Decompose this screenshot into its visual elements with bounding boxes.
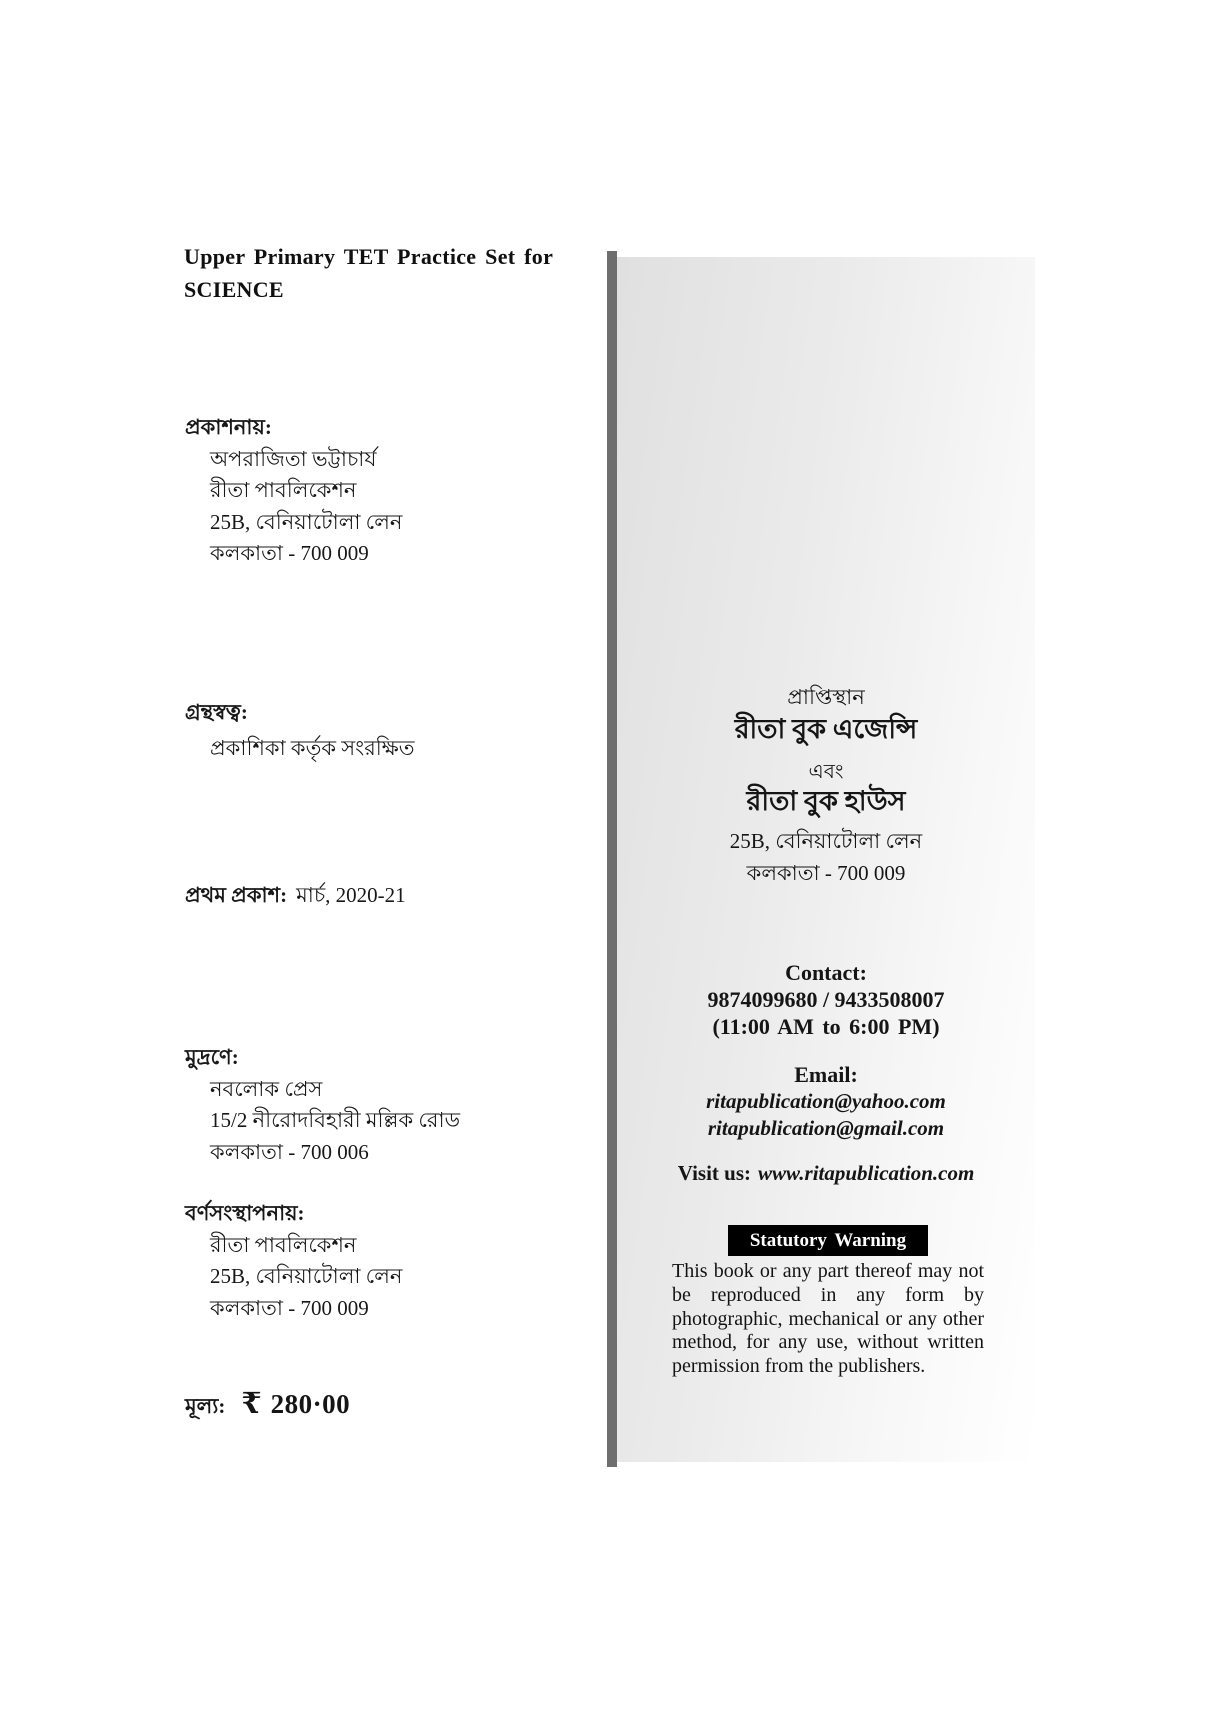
printer-heading: মুদ্রণে: [185,1045,239,1069]
visit-us-label: Visit us: [677,1161,752,1185]
website-url: www.ritapublication.com [758,1161,975,1185]
panel-left-bar [607,251,617,1467]
first-publication-label: প্রথম প্রকাশ: [185,883,288,907]
publisher-name: অপরাজিতা ভট্টাচার্য [210,446,377,471]
contact-hours: (11:00 AM to 6:00 PM) [712,1014,940,1039]
visit-us-line [617,1161,1035,1186]
printer-section [185,1042,460,1168]
printer-address-city: কলকাতা - 700 006 [210,1139,369,1164]
rupee-sign: ₹ [241,1388,262,1420]
contact-heading: Contact: [785,960,867,985]
typesetting-heading: বর্ণসংস্থাপনায়: [185,1201,305,1225]
first-publication-value: মার্চ, 2020-21 [296,883,406,907]
availability-panel [617,257,1035,1462]
first-publication-line [185,880,406,912]
typesetting-name: রীতা পাবলিকেশন [210,1232,357,1257]
publisher-address-street: 25B, বেনিয়াটোলা লেন [210,509,403,534]
price-label: মূল্য: [185,1394,226,1418]
panel-address-street: 25B, বেনিয়াটোলা লেন [729,829,923,853]
price-line [185,1386,350,1425]
phone-numbers: 9874099680 / 9433508007 [707,987,945,1012]
typesetting-address-street: 25B, বেনিয়াটোলা লেন [210,1264,403,1288]
publisher-section [185,412,402,570]
email-address-1: ritapublication@yahoo.com [706,1089,946,1113]
email-address-2: ritapublication@gmail.com [707,1116,945,1140]
availability-label: প্রাপ্তিস্থান [787,685,865,709]
publisher-heading: প্রকাশনায়: [185,415,272,439]
book-title-line1: Upper Primary TET Practice Set for [184,244,554,269]
typesetting-address-city: কলকাতা - 700 009 [210,1295,369,1320]
bookstore-name-2: রীতা বুক হাউস [746,786,906,816]
typesetting-section [185,1198,402,1324]
copyright-section [185,697,415,764]
printer-name: নবলোক প্রেস [210,1076,323,1101]
bookstore-name-1: রীতা বুক এজেন্সি [734,714,918,744]
statutory-warning-badge: Statutory Warning [728,1225,928,1256]
conjunction-word: এবং [808,761,844,783]
copyright-statement: প্রকাশিকা কর্তৃক সংরক্ষিত [210,735,415,760]
book-title-line2: SCIENCE [184,277,284,302]
publisher-address-city: কলকাতা - 700 009 [210,541,369,565]
email-heading: Email: [794,1062,858,1087]
printer-address-street: 15/2 নীরোদবিহারী মল্লিক রোড [210,1108,461,1132]
book-title [184,240,564,306]
statutory-warning-text: This book or any part thereof may not be reproduced in any form by photographic, mechanical or any other method, for any use, without written permission from the publishers. [672,1260,984,1378]
price-amount: 280·00 [270,1389,351,1419]
panel-address-city: কলকাতা - 700 009 [746,861,906,885]
publisher-imprint: রীতা পাবলিকেশন [210,478,357,502]
copyright-heading: গ্রন্থস্বত্ব: [185,700,248,724]
